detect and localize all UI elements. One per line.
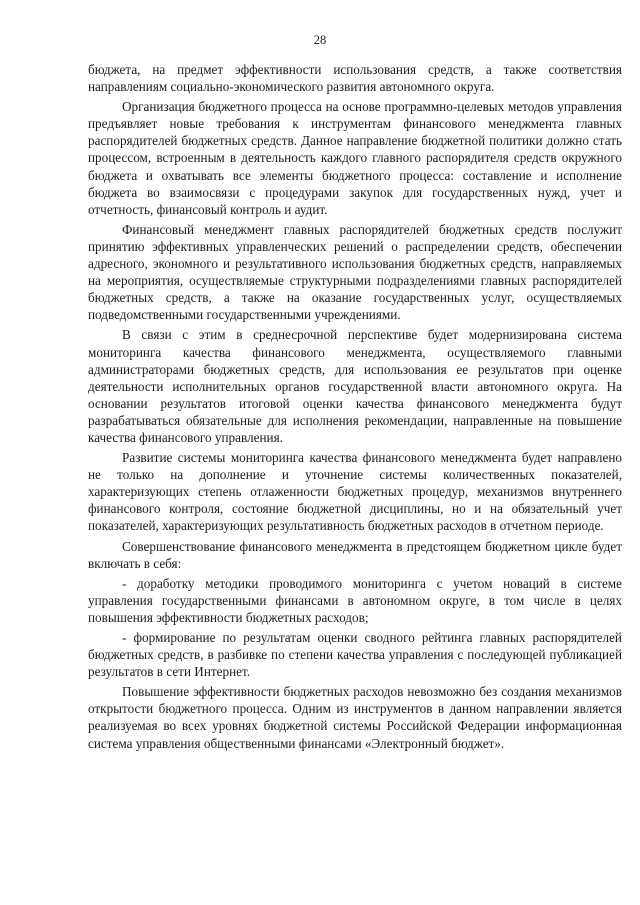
paragraph: Развитие системы мониторинга качества финансового менеджмента будет направлено не только на дополнение и уточнение системы количественных показателей, характеризующих степень отлаженности бюджетных процедур, механизмов внутреннего финансового контроля, состояние бюджетной дисциплины, но и на обязательный учет показателей, характеризующих результативность бюджетных расходов в отчетном периоде. bbox=[88, 450, 622, 534]
page-number: 28 bbox=[313, 33, 327, 47]
paragraph: бюджета, на предмет эффективности использования средств, а также соответствия направлениям социально-экономического развития автономного округа. bbox=[88, 62, 622, 95]
list-item: - доработку методики проводимого мониторинга с учетом новаций в системе управления государственными финансами в автономном округе, в том числе в целях повышения эффективности бюджетных расходов; bbox=[88, 575, 622, 625]
paragraph: Совершенствование финансового менеджмента в предстоящем бюджетном цикле будет включать в себя: bbox=[88, 538, 622, 571]
paragraph: Повышение эффективности бюджетных расходов невозможно без создания механизмов открытости бюджетного процесса. Одним из инструментов в данном направлении является реализуемая во всех уровнях бюджетной системы Российской Федерации информационная система управления общественными финансами «Электронный бюджет». bbox=[88, 684, 622, 751]
paragraph: Организация бюджетного процесса на основе программно-целевых методов управления предъявляет новые требования к инструментам финансового менеджмента главных распорядителей бюджетных средств. Данное направление бюджетной политики должно стать процессом, встроенным в деятельность каждого главного распорядителя средств окружного бюджета и охватывать все элементы бюджетного процесса: составление и исполнение бюджета во взаимосвязи с процедурами закупок для государственных нужд, учет и отчетность, финансовый контроль и аудит. bbox=[88, 99, 622, 217]
paragraph: Финансовый менеджмент главных распорядителей бюджетных средств послужит принятию эффективных управленческих решений о распределении средств, обеспечении адресного, экономного и результативного использования бюджетных средств, направляемых на мероприятия, осуществляемые структурными подразделениями главных распорядителей бюджетных средств, а также на оказание государственных услуг, осуществляемых подведомственными государственными учреждениями. bbox=[88, 221, 622, 323]
document-body bbox=[88, 61, 622, 755]
list-item: - формирование по результатам оценки сводного рейтинга главных распорядителей бюджетных средств, в разбивке по степени качества управления с последующей публикацией результатов в сети Интернет. bbox=[88, 630, 622, 680]
paragraph: В связи с этим в среднесрочной перспективе будет модернизирована система мониторинга качества финансового менеджмента, осуществляемого главными администраторами бюджетных средств, для использования ее результатов при оценке деятельности исполнительных органов государственной власти автономного округа. На основании результатов итоговой оценки качества финансового менеджмента будут разрабатываться обязательные для исполнения рекомендации, направленные на повышение качества финансового управления. bbox=[88, 327, 622, 445]
